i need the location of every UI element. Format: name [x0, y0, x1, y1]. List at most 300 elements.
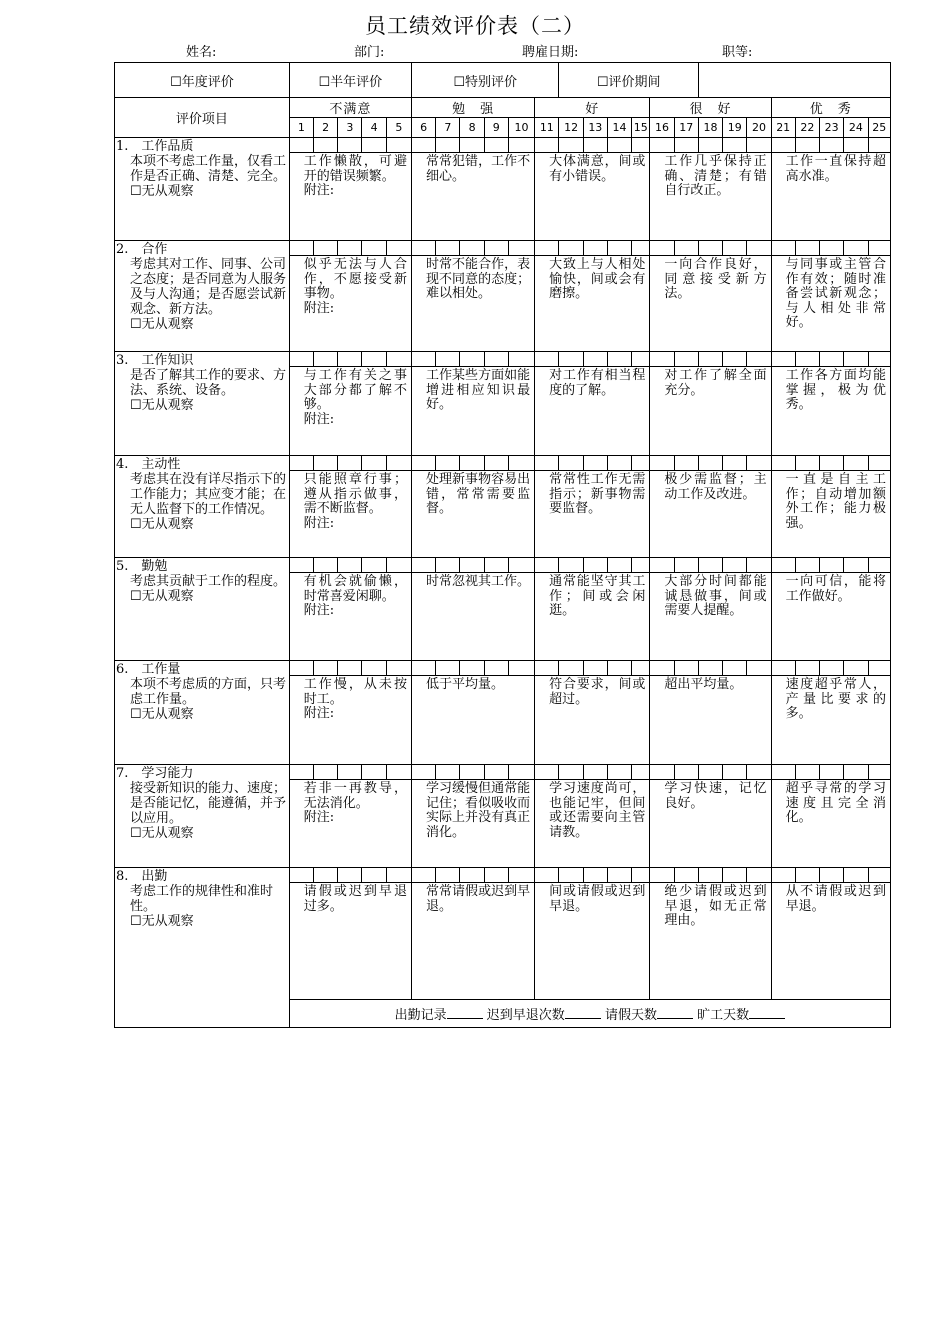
level-text: 一直是自主工作；自动增加额外工作；能力极强。: [785, 472, 886, 531]
score-box[interactable]: [771, 661, 795, 676]
score-box[interactable]: [868, 138, 890, 153]
score-box[interactable]: [820, 558, 844, 573]
score-box[interactable]: [844, 456, 868, 471]
level-description: [535, 676, 650, 765]
score-number: 8: [460, 118, 484, 138]
score-box[interactable]: [411, 352, 435, 367]
option-half-year[interactable]: ☐半年评价: [289, 63, 411, 98]
level-description: [411, 256, 534, 352]
note-label: 附注:: [303, 515, 335, 531]
score-box[interactable]: [484, 765, 508, 780]
grade-header: 好: [535, 98, 650, 118]
score-box[interactable]: [795, 558, 819, 573]
score-box[interactable]: [747, 765, 771, 780]
level-text: 低于平均量。: [425, 677, 504, 692]
score-box[interactable]: [508, 765, 534, 780]
hire-date-label: 聘雇日期:: [522, 45, 579, 60]
score-box[interactable]: [698, 558, 722, 573]
score-box[interactable]: [607, 456, 631, 471]
score-box[interactable]: [338, 558, 362, 573]
level-description: [411, 883, 534, 1000]
score-number: 6: [411, 118, 435, 138]
score-box[interactable]: [820, 352, 844, 367]
score-box[interactable]: [484, 661, 508, 676]
score-box[interactable]: [362, 241, 386, 256]
score-box[interactable]: [313, 241, 337, 256]
score-box[interactable]: [632, 558, 650, 573]
score-box[interactable]: [607, 765, 631, 780]
option-period[interactable]: ☐评价期间: [559, 63, 698, 98]
score-box[interactable]: [820, 661, 844, 676]
level-description: [650, 780, 771, 868]
score-box[interactable]: [411, 241, 435, 256]
level-description: [289, 367, 411, 456]
no-observation-checkbox[interactable]: ☐无从观察: [130, 317, 194, 332]
score-box[interactable]: [535, 456, 559, 471]
level-text: 工作某些方面如能增进相应知识最好。: [425, 368, 531, 412]
level-text: 超乎寻常的学习速度且完全消化。: [785, 781, 886, 825]
score-box[interactable]: [844, 765, 868, 780]
score-box[interactable]: [844, 558, 868, 573]
score-box[interactable]: [289, 241, 313, 256]
score-box[interactable]: [723, 661, 747, 676]
score-box[interactable]: [723, 456, 747, 471]
score-box[interactable]: [508, 352, 534, 367]
score-box[interactable]: [868, 868, 890, 883]
level-description: [535, 471, 650, 558]
score-box[interactable]: [747, 456, 771, 471]
no-observation-checkbox[interactable]: ☐无从观察: [130, 589, 194, 604]
score-box[interactable]: [460, 352, 484, 367]
grade-header: 优 秀: [771, 98, 890, 118]
score-box[interactable]: [508, 558, 534, 573]
score-box[interactable]: [484, 138, 508, 153]
score-box[interactable]: [386, 868, 411, 883]
score-box[interactable]: [771, 558, 795, 573]
score-box[interactable]: [436, 558, 460, 573]
score-box[interactable]: [771, 241, 795, 256]
score-box[interactable]: [411, 456, 435, 471]
level-text: 时常忽视其工作。: [425, 574, 530, 589]
score-box[interactable]: [436, 241, 460, 256]
score-box[interactable]: [436, 138, 460, 153]
score-box[interactable]: [583, 241, 607, 256]
no-observation-checkbox[interactable]: ☐无从观察: [130, 184, 194, 199]
item-column-header: 评价项目: [115, 98, 290, 138]
score-box[interactable]: [535, 558, 559, 573]
score-box[interactable]: [289, 138, 313, 153]
score-box[interactable]: [674, 868, 698, 883]
fill-blank[interactable]: [447, 1008, 483, 1019]
score-box[interactable]: [632, 241, 650, 256]
absent-days-label: 旷工天数: [697, 1008, 750, 1023]
score-box[interactable]: [698, 241, 722, 256]
score-box[interactable]: [844, 661, 868, 676]
score-box[interactable]: [313, 558, 337, 573]
score-box[interactable]: [508, 868, 534, 883]
score-box[interactable]: [313, 456, 337, 471]
score-box[interactable]: [820, 765, 844, 780]
option-special[interactable]: ☐特别评价: [411, 63, 558, 98]
score-box[interactable]: [508, 661, 534, 676]
attendance-record-row: [289, 1000, 890, 1028]
score-box[interactable]: [338, 765, 362, 780]
score-box[interactable]: [508, 138, 534, 153]
attendance-record-label: 出勤记录: [394, 1008, 447, 1023]
score-box[interactable]: [844, 352, 868, 367]
level-text: 大致上与人相处愉快，间或会有磨擦。: [549, 257, 646, 301]
score-box[interactable]: [698, 765, 722, 780]
grade-header: 很 好: [650, 98, 771, 118]
score-box[interactable]: [632, 456, 650, 471]
level-description: [771, 883, 890, 1000]
score-box[interactable]: [313, 352, 337, 367]
level-text: 从不请假或迟到早退。: [785, 884, 886, 914]
score-box[interactable]: [338, 456, 362, 471]
score-box[interactable]: [386, 765, 411, 780]
score-box[interactable]: [436, 456, 460, 471]
score-box[interactable]: [411, 558, 435, 573]
score-number: 19: [723, 118, 747, 138]
score-box[interactable]: [583, 661, 607, 676]
level-text: 时常不能合作，表现不同意的态度；难以相处。: [425, 257, 531, 301]
score-box[interactable]: [313, 661, 337, 676]
score-box[interactable]: [559, 241, 583, 256]
score-box[interactable]: [795, 352, 819, 367]
score-box[interactable]: [386, 138, 411, 153]
criterion-title: 2. 合作: [116, 242, 168, 257]
score-box[interactable]: [436, 868, 460, 883]
score-box[interactable]: [460, 138, 484, 153]
score-box[interactable]: [411, 765, 435, 780]
fill-blank[interactable]: [749, 1008, 785, 1019]
score-box[interactable]: [535, 138, 559, 153]
score-box[interactable]: [632, 138, 650, 153]
no-observation-checkbox[interactable]: ☐无从观察: [130, 707, 194, 722]
score-box[interactable]: [559, 868, 583, 883]
level-text: 常常犯错，工作不细心。: [425, 154, 531, 184]
score-box[interactable]: [723, 765, 747, 780]
fill-blank[interactable]: [657, 1008, 693, 1019]
score-box[interactable]: [698, 456, 722, 471]
criterion-cell: [115, 868, 290, 1028]
score-box[interactable]: [674, 138, 698, 153]
score-box[interactable]: [868, 765, 890, 780]
score-box[interactable]: [338, 352, 362, 367]
score-box[interactable]: [868, 661, 890, 676]
score-box[interactable]: [820, 241, 844, 256]
level-description: [535, 780, 650, 868]
score-box[interactable]: [795, 241, 819, 256]
score-box[interactable]: [674, 765, 698, 780]
score-box[interactable]: [650, 456, 674, 471]
score-box[interactable]: [795, 456, 819, 471]
score-box[interactable]: [632, 868, 650, 883]
score-box[interactable]: [508, 241, 534, 256]
score-box[interactable]: [484, 868, 508, 883]
criterion-description: 考虑其贡献于工作的程度。: [130, 574, 287, 589]
score-number: 5: [386, 118, 411, 138]
score-number: 12: [559, 118, 583, 138]
evaluation-table: [114, 62, 891, 1028]
score-box[interactable]: [868, 456, 890, 471]
score-box[interactable]: [460, 456, 484, 471]
level-text: 工作几乎保持正确、清楚；有错自行改正。: [664, 154, 767, 198]
score-box[interactable]: [820, 456, 844, 471]
level-text: 学习速度尚可，也能记牢，但间或还需要向主管请教。: [549, 781, 646, 840]
score-box[interactable]: [386, 558, 411, 573]
criterion-description: 是否了解其工作的要求、方法、系统、设备。: [130, 368, 287, 398]
department-label: 部门:: [354, 45, 385, 60]
score-box[interactable]: [460, 661, 484, 676]
level-text: 大部分时间都能诚恳做事，间或需要人提醒。: [664, 574, 767, 618]
score-box[interactable]: [674, 241, 698, 256]
level-text: 绝少请假或迟到早退，如无正常理由。: [664, 884, 767, 928]
score-box[interactable]: [362, 352, 386, 367]
score-box[interactable]: [795, 868, 819, 883]
no-observation-checkbox[interactable]: ☐无从观察: [130, 398, 194, 413]
score-box[interactable]: [559, 765, 583, 780]
level-description: [535, 153, 650, 241]
late-leave-count-label: 迟到早退次数: [486, 1008, 565, 1023]
score-box[interactable]: [868, 558, 890, 573]
level-description: [771, 573, 890, 661]
level-description: [650, 883, 771, 1000]
score-box[interactable]: [868, 241, 890, 256]
score-box[interactable]: [411, 661, 435, 676]
score-box[interactable]: [650, 765, 674, 780]
score-box[interactable]: [632, 765, 650, 780]
score-box[interactable]: [747, 138, 771, 153]
score-box[interactable]: [747, 868, 771, 883]
score-box[interactable]: [650, 138, 674, 153]
score-box[interactable]: [460, 241, 484, 256]
score-box[interactable]: [559, 352, 583, 367]
level-description: [771, 676, 890, 765]
score-box[interactable]: [411, 868, 435, 883]
score-box[interactable]: [844, 241, 868, 256]
score-box[interactable]: [484, 352, 508, 367]
score-box[interactable]: [747, 558, 771, 573]
score-box[interactable]: [674, 661, 698, 676]
score-box[interactable]: [795, 661, 819, 676]
score-box[interactable]: [411, 138, 435, 153]
score-box[interactable]: [460, 558, 484, 573]
score-box[interactable]: [559, 138, 583, 153]
score-box[interactable]: [698, 868, 722, 883]
level-description: [289, 573, 411, 661]
score-box[interactable]: [771, 868, 795, 883]
score-box[interactable]: [698, 138, 722, 153]
period-value-cell[interactable]: [698, 63, 890, 98]
level-text: 通常能坚守其工作；间或会闲逛。: [549, 574, 646, 618]
no-observation-checkbox[interactable]: ☐无从观察: [130, 517, 194, 532]
score-box[interactable]: [313, 868, 337, 883]
score-box[interactable]: [632, 661, 650, 676]
score-box[interactable]: [795, 138, 819, 153]
score-box[interactable]: [386, 241, 411, 256]
score-box[interactable]: [535, 241, 559, 256]
score-box[interactable]: [289, 868, 313, 883]
criterion-description: 考虑工作的规律性和准时性。: [130, 884, 274, 914]
score-box[interactable]: [607, 352, 631, 367]
score-box[interactable]: [289, 765, 313, 780]
score-box[interactable]: [771, 352, 795, 367]
score-box[interactable]: [771, 138, 795, 153]
score-box[interactable]: [535, 868, 559, 883]
score-box[interactable]: [289, 558, 313, 573]
score-box[interactable]: [362, 138, 386, 153]
score-box[interactable]: [313, 765, 337, 780]
score-box[interactable]: [583, 868, 607, 883]
score-box[interactable]: [674, 352, 698, 367]
level-text: 若非一再教导，无法消化。: [303, 781, 407, 811]
score-box[interactable]: [844, 138, 868, 153]
fill-blank[interactable]: [565, 1008, 601, 1019]
score-box[interactable]: [289, 661, 313, 676]
score-box[interactable]: [583, 558, 607, 573]
criterion-title: 4. 主动性: [116, 457, 181, 472]
score-box[interactable]: [386, 661, 411, 676]
score-box[interactable]: [583, 456, 607, 471]
score-box[interactable]: [362, 765, 386, 780]
level-description: [411, 780, 534, 868]
score-number: 9: [484, 118, 508, 138]
score-box[interactable]: [771, 456, 795, 471]
score-box[interactable]: [868, 352, 890, 367]
score-box[interactable]: [650, 558, 674, 573]
score-box[interactable]: [559, 456, 583, 471]
score-box[interactable]: [362, 558, 386, 573]
criterion-description: 本项不考虑工作量，仅看工作是否正确、清楚、完全。: [130, 154, 287, 184]
level-text: 一向合作良好，同意接受新方法。: [664, 257, 767, 301]
score-box[interactable]: [436, 661, 460, 676]
grade-header: 勉 强: [411, 98, 534, 118]
score-box[interactable]: [535, 661, 559, 676]
score-box[interactable]: [650, 352, 674, 367]
criterion-title: 7. 学习能力: [116, 766, 194, 781]
score-box[interactable]: [723, 241, 747, 256]
score-box[interactable]: [362, 868, 386, 883]
score-box[interactable]: [723, 352, 747, 367]
score-box[interactable]: [484, 456, 508, 471]
score-box[interactable]: [436, 765, 460, 780]
level-description: [289, 256, 411, 352]
score-box[interactable]: [674, 456, 698, 471]
level-text: 学习快速，记忆良好。: [664, 781, 767, 811]
score-box[interactable]: [844, 868, 868, 883]
criterion-title: 6. 工作量: [116, 662, 181, 677]
score-box[interactable]: [698, 661, 722, 676]
criterion-description: 考虑其在没有详尽指示下的工作能力；其应变才能；在无人监督下的工作情况。: [130, 472, 287, 517]
score-box[interactable]: [607, 558, 631, 573]
no-observation-checkbox[interactable]: ☐无从观察: [130, 826, 194, 841]
score-box[interactable]: [747, 352, 771, 367]
score-box[interactable]: [607, 138, 631, 153]
score-box[interactable]: [650, 868, 674, 883]
note-label: 附注:: [303, 706, 335, 721]
score-box[interactable]: [362, 456, 386, 471]
score-box[interactable]: [338, 241, 362, 256]
level-text: 常常性工作无需指示；新事物需要监督。: [549, 472, 646, 516]
score-box[interactable]: [484, 241, 508, 256]
score-box[interactable]: [607, 868, 631, 883]
score-box[interactable]: [583, 138, 607, 153]
score-box[interactable]: [747, 661, 771, 676]
score-box[interactable]: [559, 661, 583, 676]
level-text: 与工作有关之事大部分都了解不够。: [303, 368, 407, 412]
leave-days-label: 请假天数: [604, 1008, 657, 1023]
option-annual[interactable]: ☐年度评价: [115, 63, 290, 98]
level-description: [650, 367, 771, 456]
score-box[interactable]: [747, 241, 771, 256]
score-box[interactable]: [362, 661, 386, 676]
score-box[interactable]: [460, 868, 484, 883]
score-box[interactable]: [338, 661, 362, 676]
score-box[interactable]: [607, 241, 631, 256]
score-box[interactable]: [698, 352, 722, 367]
level-description: [411, 676, 534, 765]
form-title: 员工绩效评价表（二）: [365, 14, 585, 38]
score-box[interactable]: [386, 352, 411, 367]
score-box[interactable]: [535, 765, 559, 780]
score-box[interactable]: [723, 868, 747, 883]
score-box[interactable]: [607, 661, 631, 676]
score-box[interactable]: [313, 138, 337, 153]
score-box[interactable]: [820, 138, 844, 153]
score-box[interactable]: [650, 241, 674, 256]
criterion-cell: [115, 138, 290, 241]
score-box[interactable]: [289, 352, 313, 367]
score-box[interactable]: [289, 456, 313, 471]
score-box[interactable]: [559, 558, 583, 573]
score-box[interactable]: [338, 138, 362, 153]
level-description: [650, 573, 771, 661]
score-number: 25: [868, 118, 890, 138]
score-box[interactable]: [508, 456, 534, 471]
score-box[interactable]: [535, 352, 559, 367]
criterion-title: 8. 出勤: [116, 869, 168, 884]
criterion-description: 考虑其对工作、同事、公司之态度；是否同意为人服务及与人沟通；是否愿尝试新观念、新方法。: [130, 257, 287, 317]
score-box[interactable]: [723, 558, 747, 573]
score-box[interactable]: [583, 765, 607, 780]
score-box[interactable]: [674, 558, 698, 573]
score-box[interactable]: [650, 661, 674, 676]
score-box[interactable]: [723, 138, 747, 153]
level-description: [535, 367, 650, 456]
level-description: [650, 471, 771, 558]
score-box[interactable]: [820, 868, 844, 883]
level-text: 工作各方面均能掌握，极为优秀。: [785, 368, 886, 412]
score-number: 14: [607, 118, 631, 138]
score-box[interactable]: [632, 352, 650, 367]
level-text: 请假或迟到早退过多。: [303, 884, 407, 914]
no-observation-checkbox[interactable]: ☐无从观察: [130, 914, 194, 929]
score-box[interactable]: [436, 352, 460, 367]
score-number: 17: [674, 118, 698, 138]
score-box[interactable]: [771, 765, 795, 780]
score-box[interactable]: [386, 456, 411, 471]
score-box[interactable]: [338, 868, 362, 883]
score-box[interactable]: [583, 352, 607, 367]
level-description: [411, 153, 534, 241]
score-box[interactable]: [795, 765, 819, 780]
score-box[interactable]: [484, 558, 508, 573]
score-box[interactable]: [460, 765, 484, 780]
level-text: 符合要求，间或超过。: [549, 677, 646, 707]
score-number: 20: [747, 118, 771, 138]
score-number: 21: [771, 118, 795, 138]
